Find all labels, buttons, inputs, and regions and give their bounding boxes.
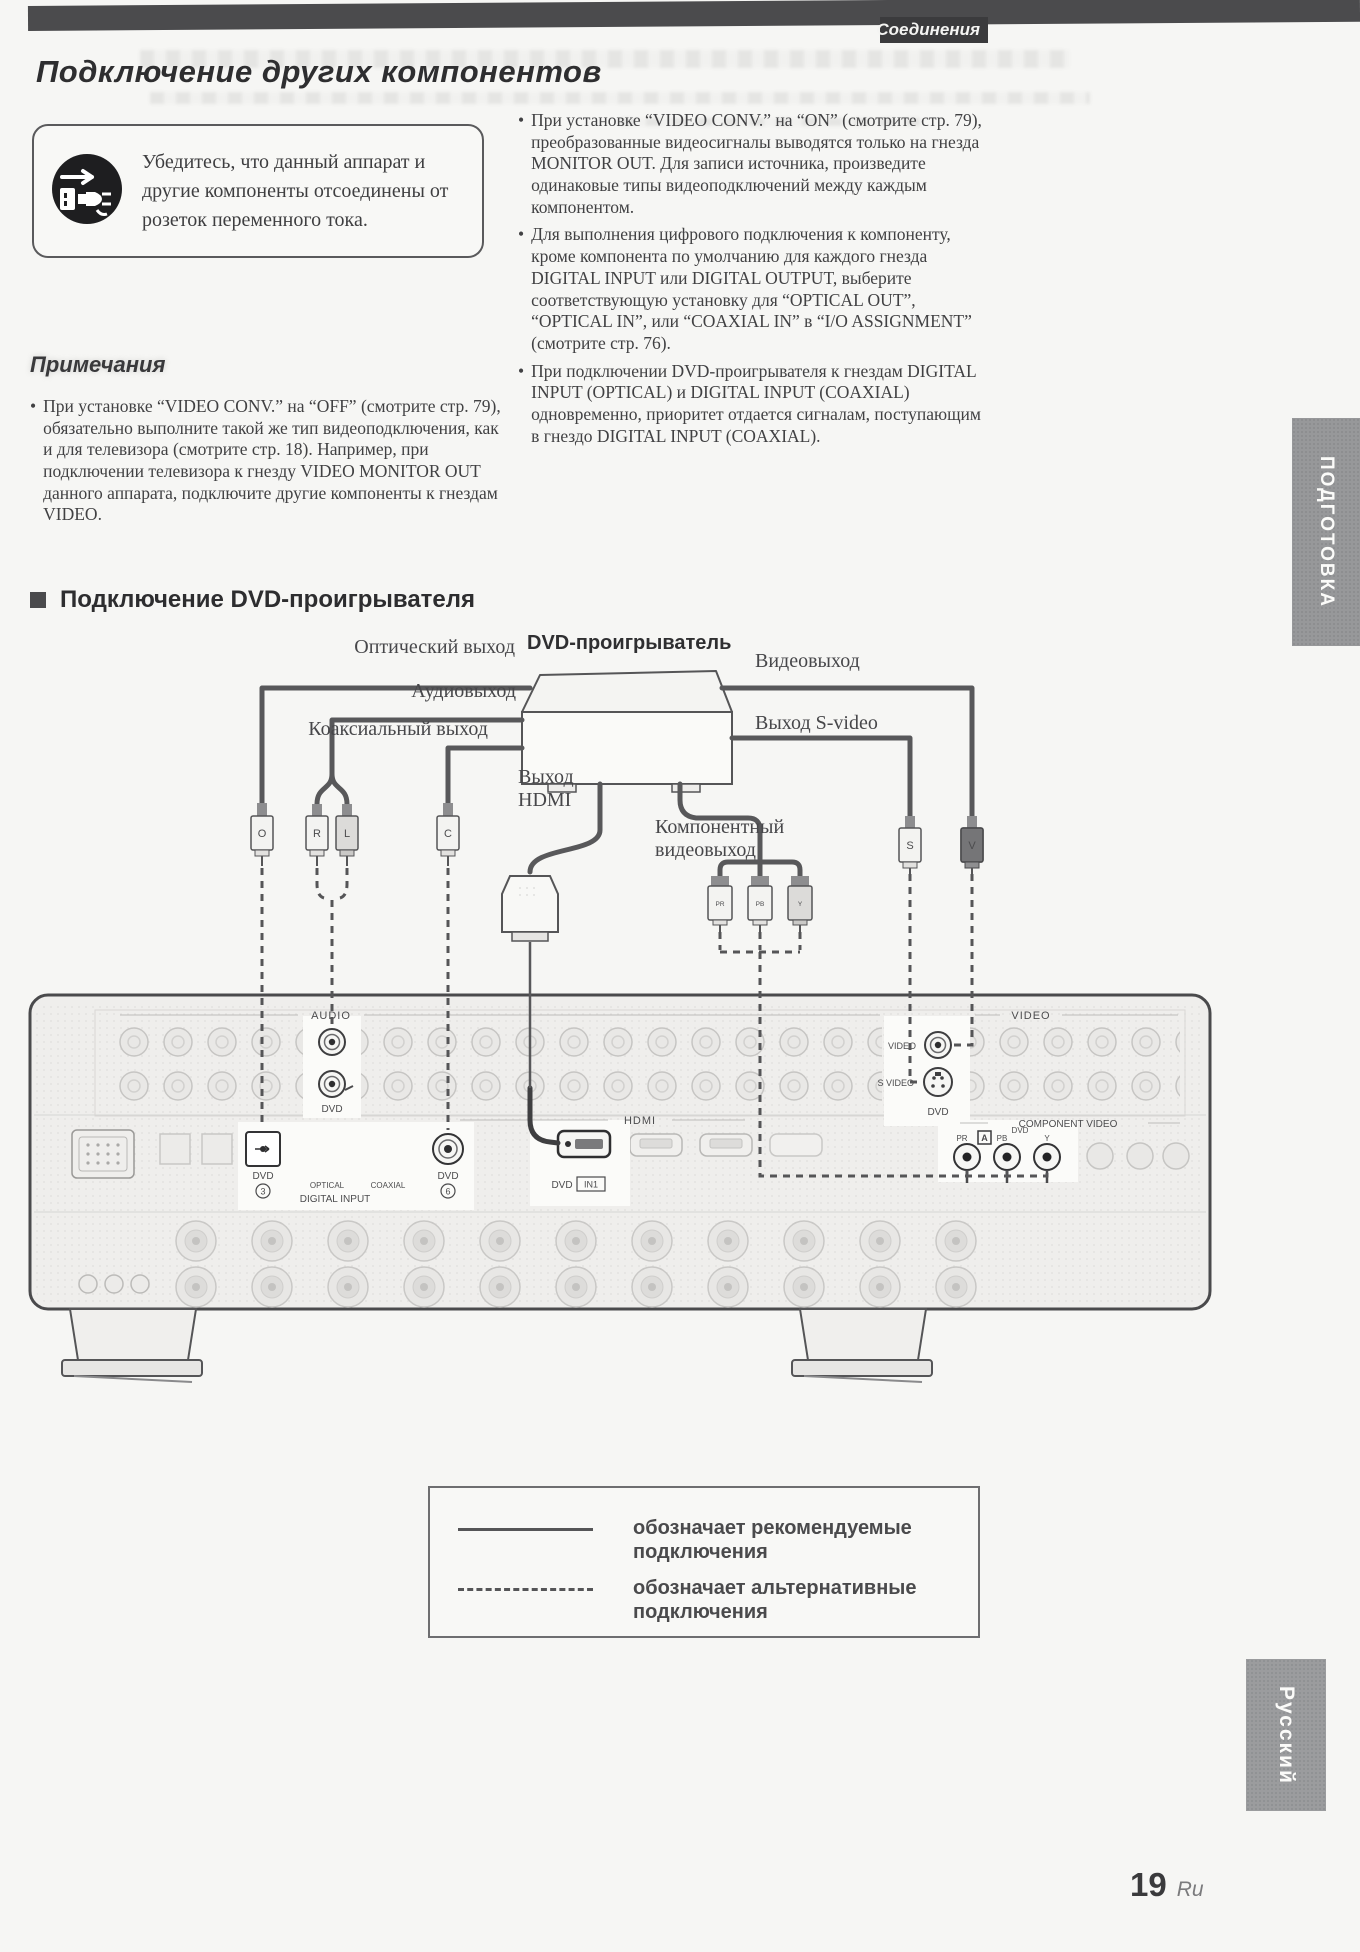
hdmi-output-label-line1: Выход xyxy=(518,766,574,788)
audio-l-plug xyxy=(336,804,358,866)
comp-y-label: Y xyxy=(1044,1134,1050,1143)
note-text: При подключении DVD-проигрывателя к гнездам DIGITAL INPUT (OPTICAL) и DIGITAL INPUT (COAXIAL) одновременно, приоритет отдается сигналам, поступающим в гнездо DIGITAL INPUT (COAXIAL). xyxy=(531,360,981,446)
audio-output-label: Аудиовыход xyxy=(411,680,516,702)
svideo-jack-label: S VIDEO xyxy=(877,1078,914,1088)
section-heading xyxy=(30,586,475,614)
dashed-line-sample xyxy=(458,1588,593,1591)
legend-alternative-row xyxy=(458,1576,963,1624)
bullet-marker: • xyxy=(518,224,525,245)
video-output-label: Видеовыход xyxy=(755,650,860,672)
multipin-connector xyxy=(72,1130,134,1178)
svideo-output-label: Выход S-video xyxy=(755,712,878,734)
side-tab-preparation-label: ПОДГОТОВКА xyxy=(1316,456,1337,608)
notes-right-column xyxy=(518,110,988,447)
hdmi-dvd-label: DVD xyxy=(551,1180,573,1191)
note-item xyxy=(518,361,988,448)
audio-dvd-label: DVD xyxy=(321,1104,343,1115)
component-pr-plug xyxy=(708,876,732,932)
component-y-letter: Y xyxy=(797,901,803,908)
comp-a-label: A xyxy=(981,1133,988,1143)
notes-left-column xyxy=(30,396,504,526)
coaxial-plug xyxy=(437,803,459,866)
audio-r-dashed xyxy=(317,868,324,898)
side-tab-language-label: Русский xyxy=(1275,1685,1298,1785)
component-pb-plug xyxy=(748,876,772,932)
receiver-feet xyxy=(62,1309,932,1382)
comp-pr-label: PR xyxy=(956,1134,968,1143)
component-output-label xyxy=(655,816,784,862)
note-text: При установке “VIDEO CONV.” на “OFF” (смотрите стр. 79), обязательно выполните такой же тип видеоподключения, как и для телевизора (смотрите стр. 18). Например, при подключении телевизора к гнезду VIDEO MONITOR OUT данного аппарата, подключите другие компоненты к гнездам VIDEO. xyxy=(43,396,501,525)
coaxial-plug-letter: C xyxy=(444,828,452,840)
component-output-label-line2: видеовыход xyxy=(655,839,756,861)
coaxial-cable xyxy=(448,748,522,803)
optical-plug-letter: O xyxy=(257,828,267,840)
optical-text-label: OPTICAL xyxy=(309,1181,345,1190)
comp-pb-label: PB xyxy=(996,1134,1008,1143)
receiver-rear-panel xyxy=(30,995,1210,1310)
comp-dvd-label: DVD xyxy=(1011,1126,1029,1135)
bullet-marker: • xyxy=(30,396,37,416)
audio-r-plug-letter: R xyxy=(313,828,321,840)
note-item xyxy=(30,396,504,526)
caution-box xyxy=(32,124,484,258)
note-text: Для выполнения цифрового подключения к компоненту, кроме компонента по умолчанию для каждого гнезда DIGITAL INPUT или DIGITAL OUTPUT, выберите соответствующую установку для “OPTICAL OUT”, “OPTICAL IN”, или “COAXIAL IN” в “I/O ASSIGNMENT” (смотрите стр. 76). xyxy=(531,224,972,353)
audio-l-plug-letter: L xyxy=(343,828,351,840)
unplug-icon xyxy=(48,150,126,233)
scan-artifact xyxy=(150,92,1090,104)
svideo-plug-letter: S xyxy=(906,840,914,852)
top-rule-bar xyxy=(28,0,1360,31)
page-number-suffix: Ru xyxy=(1176,1878,1204,1901)
bullet-marker: • xyxy=(518,110,525,130)
section-heading-text: Подключение DVD-проигрывателя xyxy=(60,586,476,613)
hdmi-connector xyxy=(502,876,558,941)
legend-recommended-row xyxy=(458,1516,963,1564)
note-item xyxy=(518,224,988,354)
chapter-tab xyxy=(876,17,988,43)
video-cable xyxy=(722,688,972,816)
dvd-player-label: DVD-проигрыватель xyxy=(527,632,732,654)
side-tab-language xyxy=(1246,1659,1326,1811)
chapter-tab-label: Соединения xyxy=(876,20,980,39)
optical-dvd-label: DVD xyxy=(252,1171,274,1182)
coaxial-number-label: 6 xyxy=(445,1186,451,1197)
svideo-plug xyxy=(899,816,921,874)
audio-header-label: AUDIO xyxy=(311,1010,351,1022)
coaxial-output-label: Коаксиальный выход xyxy=(308,718,488,740)
optical-plug xyxy=(251,803,273,866)
note-item xyxy=(518,110,988,218)
optical-number-label: 3 xyxy=(260,1186,266,1197)
video-plug-letter: V xyxy=(968,840,976,852)
hdmi-header-label: HDMI xyxy=(623,1115,657,1127)
solid-line-sample xyxy=(458,1528,593,1531)
hdmi-in1-label: IN1 xyxy=(583,1179,599,1190)
video-plug xyxy=(961,816,983,874)
component-pb-letter: PB xyxy=(755,901,765,908)
square-bullet-icon xyxy=(30,592,46,608)
component-output-label-line1: Компонентный xyxy=(655,816,785,838)
audio-cable-r-branch xyxy=(317,774,332,804)
page-title: Подключение других компонентов xyxy=(36,54,602,89)
audio-cable-l-branch xyxy=(332,774,347,804)
svideo-cable xyxy=(732,738,910,816)
video-dvd-label: DVD xyxy=(927,1107,949,1118)
coaxial-text-label: COAXIAL xyxy=(370,1181,406,1190)
video-header-label: VIDEO xyxy=(1011,1010,1051,1022)
audio-r-plug xyxy=(306,804,328,866)
hdmi-output-label xyxy=(518,766,574,812)
legend-recommended-text: обозначает рекомендуемые подключения xyxy=(633,1517,912,1563)
component-pr-letter: PR xyxy=(715,901,725,908)
caution-text: Убедитесь, что данный аппарат и другие компоненты отсоединены от розеток переменного тока. xyxy=(142,150,449,231)
page-number-value: 19 xyxy=(1130,1866,1167,1903)
diagram-graphic xyxy=(0,620,1360,1420)
page-number xyxy=(1130,1866,1204,1904)
side-tab-preparation xyxy=(1292,418,1360,646)
video-jack-label: VIDEO xyxy=(887,1041,916,1051)
optical-output-label: Оптический выход xyxy=(354,636,515,658)
audio-l-dashed xyxy=(340,868,347,898)
legend-box xyxy=(428,1486,980,1638)
note-text: При установке “VIDEO CONV.” на “ON” (смотрите стр. 79), преобразованные видеосигналы выводятся только на гнезда MONITOR OUT. Для записи источника, произведите одинаковые типы видеоподключений между каждым компонентом. xyxy=(531,110,982,217)
component-header-label: COMPONENT VIDEO xyxy=(1018,1119,1118,1130)
component-y-plug xyxy=(788,876,812,932)
legend-alternative-text: обозначает альтернативные подключения xyxy=(633,1577,917,1623)
digital-input-label: DIGITAL INPUT xyxy=(299,1194,371,1205)
hdmi-output-label-line2: HDMI xyxy=(518,789,572,811)
bullet-marker: • xyxy=(518,360,525,381)
coaxial-dvd-label: DVD xyxy=(437,1171,459,1182)
connection-diagram xyxy=(0,620,1360,1420)
notes-heading: Примечания xyxy=(30,352,166,377)
